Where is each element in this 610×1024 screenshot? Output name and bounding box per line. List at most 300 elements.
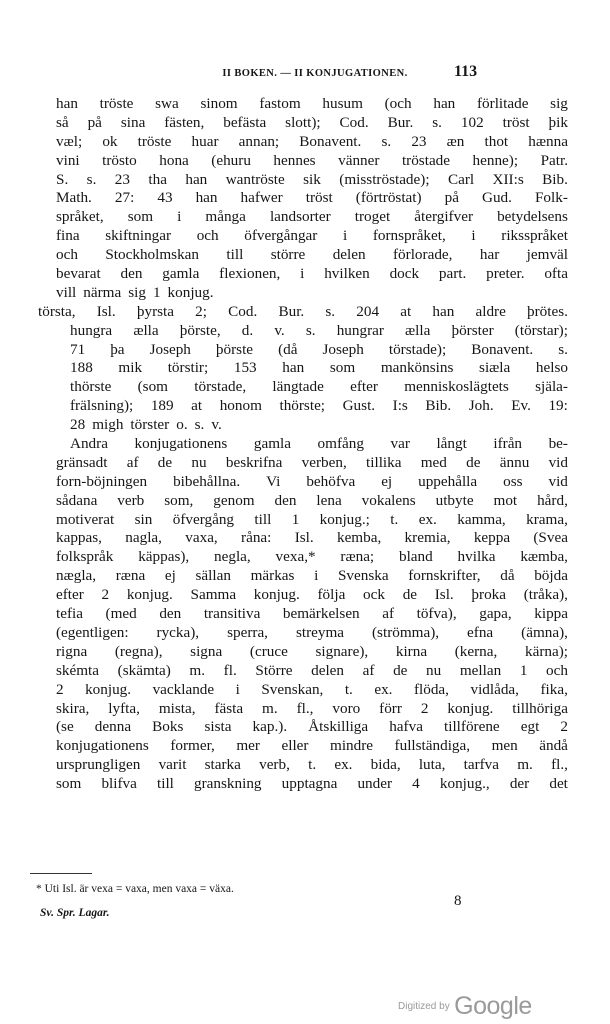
word: þörster	[451, 321, 494, 339]
word: kemba,	[336, 529, 382, 547]
page-number: 113	[454, 63, 478, 80]
word: i	[235, 680, 240, 698]
word: törstir;	[167, 359, 209, 377]
word: riksspråket	[501, 227, 568, 245]
word: skira,	[56, 699, 90, 717]
word: þrötes.	[527, 302, 568, 320]
text-line	[56, 718, 568, 737]
word: konjug.	[167, 283, 214, 301]
text-line	[56, 454, 568, 473]
word: (se	[56, 718, 74, 736]
word: skiftningar	[105, 227, 172, 245]
word: uppehålla	[418, 472, 478, 490]
watermark-brand: Google	[454, 992, 532, 1020]
word: mindre	[330, 737, 374, 755]
word: wantröste	[225, 170, 285, 188]
word: t.	[308, 756, 317, 774]
word: m.	[262, 699, 278, 717]
word: vänner	[338, 151, 380, 169]
word: ej	[164, 567, 176, 585]
word: Folk-	[534, 189, 568, 207]
word: folkspråk	[56, 548, 114, 566]
word: (egentligen:	[56, 623, 129, 641]
word: (cruce	[249, 642, 288, 660]
text-line	[56, 548, 568, 567]
text-line	[56, 492, 568, 511]
word: s.	[86, 170, 97, 188]
word: thörste;	[279, 397, 326, 415]
text-line	[56, 700, 568, 719]
word: Joseph	[149, 340, 191, 358]
word: skémta	[56, 661, 100, 679]
word: voro	[332, 699, 361, 717]
word: ræna	[115, 567, 146, 585]
word: efna	[467, 623, 494, 641]
word: migh	[92, 416, 124, 434]
word: tha	[148, 170, 167, 188]
word: till	[254, 510, 272, 528]
word: s.	[325, 302, 336, 320]
word: upptagna	[281, 775, 338, 793]
word: konjug.	[126, 586, 173, 604]
word: kæmba,	[520, 548, 568, 566]
word: af	[382, 605, 395, 623]
word: t.	[390, 510, 399, 528]
word: öfvergångar	[244, 227, 318, 245]
word: nu	[426, 661, 442, 679]
word: hafwer	[240, 189, 283, 207]
word: þörste,	[179, 321, 221, 339]
word: bemärkelsen	[282, 605, 360, 623]
text-line	[56, 756, 568, 775]
word: part.	[438, 265, 467, 283]
word: henne);	[472, 151, 519, 169]
word: Bib.	[425, 397, 452, 415]
word: på	[87, 113, 102, 131]
word: þik	[548, 113, 568, 131]
word: och	[196, 227, 219, 245]
text-line	[56, 152, 568, 171]
text-line	[56, 643, 568, 662]
word: af	[362, 661, 375, 679]
text-line	[56, 227, 568, 246]
word: rigna	[56, 642, 88, 660]
word: negla,	[214, 548, 251, 566]
word: nægla,	[56, 567, 97, 585]
word: oss	[503, 472, 523, 490]
word: dock	[389, 265, 420, 283]
word: bland	[398, 548, 433, 566]
word: Joh.	[468, 397, 494, 415]
word: 23	[114, 170, 130, 188]
word: slott);	[285, 113, 321, 131]
word: ifrån	[493, 435, 523, 453]
word: ælla	[133, 321, 159, 339]
word: under	[357, 775, 393, 793]
word: det	[549, 775, 568, 793]
word: konjug.	[447, 699, 494, 717]
word: ej	[381, 472, 393, 490]
text-line	[56, 378, 568, 397]
word: Joseph	[322, 340, 364, 358]
word: Cod.	[339, 113, 369, 131]
word: genom	[213, 491, 255, 509]
footnote-rule	[30, 873, 92, 874]
word: som,	[164, 491, 194, 509]
word: delen	[332, 246, 366, 264]
word: 2	[560, 718, 568, 736]
word: vini	[56, 151, 80, 169]
word: tillika	[366, 453, 402, 471]
word: hona	[159, 151, 189, 169]
word: swa	[155, 95, 179, 112]
word: har	[479, 246, 500, 264]
word: hungrar	[336, 321, 384, 339]
word: s.	[558, 340, 568, 358]
word: ännu	[499, 453, 530, 471]
word: vexa,*	[275, 548, 316, 566]
word: större	[270, 246, 306, 264]
word: tröste	[99, 95, 134, 112]
word: trösto	[102, 151, 137, 169]
word: 2	[101, 586, 110, 604]
word: jemväl	[526, 246, 568, 264]
word: at	[400, 302, 412, 320]
word: 1	[291, 510, 300, 528]
text-line	[56, 133, 568, 152]
word: motiverat	[56, 510, 115, 528]
word: han	[432, 302, 455, 320]
word: Carl	[447, 170, 475, 188]
word: keppa	[473, 529, 511, 547]
word: käppas),	[138, 548, 190, 566]
text-line	[56, 624, 568, 643]
word: befästa	[223, 113, 267, 131]
paragraph-start-line	[56, 435, 568, 454]
word: Stockholmskan	[105, 246, 199, 264]
word: och	[546, 661, 568, 679]
running-header	[140, 68, 490, 79]
word: (ehuru	[211, 151, 251, 169]
word: beskrifna	[225, 453, 283, 471]
word: 23	[411, 132, 427, 150]
word: gamla	[253, 435, 291, 453]
word: böjda	[534, 567, 568, 585]
word: sina	[120, 113, 146, 131]
text-line	[56, 473, 568, 492]
word: längtade	[272, 378, 324, 396]
word: t.	[344, 680, 353, 698]
word: Math.	[56, 189, 92, 207]
word: (törstar);	[514, 321, 568, 339]
word: menniskoslägtets	[404, 378, 509, 396]
word: konjug.	[85, 680, 132, 698]
word: Bonavent.	[471, 340, 534, 358]
word: m.	[189, 661, 206, 679]
word: fästen,	[164, 113, 205, 131]
word: konjug.;	[319, 510, 370, 528]
word: bida,	[370, 756, 401, 774]
word: efter	[350, 378, 378, 396]
word: konjug.	[253, 586, 300, 604]
word: kremia,	[404, 529, 451, 547]
word: sin	[134, 510, 153, 528]
word: ex.	[334, 756, 353, 774]
word: konjugationens	[56, 737, 149, 755]
word: mista,	[158, 699, 196, 717]
word: (ämna),	[521, 623, 568, 641]
word: rycka),	[156, 623, 200, 641]
word: fika,	[540, 680, 568, 698]
word: former,	[170, 737, 215, 755]
word: verb	[117, 491, 145, 509]
word: utbyte	[435, 491, 474, 509]
word: annan;	[238, 132, 280, 150]
word: (kerna,	[454, 642, 498, 660]
text-line	[56, 208, 568, 227]
word: ex.	[374, 680, 393, 698]
word: (Svea	[533, 529, 568, 547]
signature-mark-right: 8	[454, 893, 462, 909]
word: töfva),	[416, 605, 457, 623]
word: Vi	[266, 472, 281, 490]
word: kappas,	[56, 529, 102, 547]
word: Bonavent.	[299, 132, 362, 150]
word: thörste	[70, 378, 112, 396]
word: denna	[94, 718, 132, 736]
text-line	[56, 416, 568, 435]
word: I:s	[392, 397, 408, 415]
text-line	[56, 397, 568, 416]
word: Gust.	[342, 397, 376, 415]
word: betydelsens	[497, 208, 568, 226]
word: ursprungligen	[56, 756, 141, 774]
word: fl.,	[551, 756, 568, 774]
word: vid	[548, 472, 568, 490]
word: sista	[204, 718, 232, 736]
word: mer	[236, 737, 260, 755]
word: frälsning);	[70, 397, 134, 415]
text-line	[56, 775, 568, 794]
word: tefia	[56, 605, 83, 623]
word: Svenska	[337, 567, 389, 585]
word: blifva	[101, 775, 137, 793]
word: så	[56, 113, 69, 131]
word: signare),	[315, 642, 369, 660]
word: aldre	[475, 302, 506, 320]
word: 204	[356, 302, 380, 320]
word: flexionen,	[219, 265, 281, 283]
word: starka	[204, 756, 241, 774]
word: 1	[152, 283, 161, 301]
word: hennes	[273, 151, 316, 169]
word: honom	[219, 397, 262, 415]
word: i	[342, 227, 348, 245]
word: gränsadt	[56, 453, 108, 471]
word: ex.	[418, 510, 437, 528]
word: ock	[363, 586, 385, 604]
word: tröst	[502, 113, 530, 131]
text-line	[56, 567, 568, 586]
footnote: * Uti Isl. är vexa = vaxa, men vaxa = växa.	[36, 883, 234, 895]
word: luta,	[418, 756, 446, 774]
word: var	[390, 435, 410, 453]
word: till	[226, 246, 244, 264]
word: æn	[446, 132, 465, 150]
word: Andra	[70, 435, 108, 453]
word: ändå	[539, 737, 568, 755]
word: men	[491, 737, 518, 755]
word: följa	[317, 586, 346, 604]
word: kamma,	[457, 510, 506, 528]
word: han	[282, 359, 305, 377]
word: (tråka),	[523, 586, 568, 604]
word: på	[444, 189, 459, 207]
word: d.	[241, 321, 254, 339]
word: af	[126, 453, 139, 471]
word: fästa	[214, 699, 244, 717]
word: sig	[128, 283, 146, 301]
word: konjugationens	[134, 435, 228, 453]
word: konjug.,	[439, 775, 490, 793]
word: vacklande	[152, 680, 215, 698]
word: s.	[381, 132, 392, 150]
word: kippa	[534, 605, 568, 623]
word: Åtskilliga	[308, 718, 369, 736]
word: vid	[548, 453, 568, 471]
word: v.	[211, 416, 222, 434]
word: Gud.	[481, 189, 512, 207]
word: tillförene	[444, 718, 500, 736]
word: be-	[548, 435, 568, 453]
word: sinom	[200, 95, 238, 112]
text-line	[56, 284, 568, 303]
word: ofta	[544, 265, 568, 283]
word: husum	[322, 95, 363, 112]
word: fina	[56, 227, 80, 245]
text-line	[56, 265, 568, 284]
word: mik	[118, 359, 143, 377]
word: de	[402, 586, 418, 604]
word: den	[274, 491, 297, 509]
word: bibehållna.	[173, 472, 241, 490]
word: Cod.	[228, 302, 258, 320]
word: s.	[305, 321, 316, 339]
word: törsta,	[38, 302, 76, 320]
word: fornspråket,	[372, 227, 446, 245]
word: thot	[484, 132, 509, 150]
word: de	[157, 453, 173, 471]
word: den	[159, 605, 182, 623]
word: vaxa,	[185, 529, 218, 547]
text-line	[56, 171, 568, 190]
word: fornskrifter,	[408, 567, 481, 585]
text-line	[56, 359, 568, 378]
word: fullständiga,	[394, 737, 471, 755]
word: hvilka	[457, 548, 496, 566]
word: sig	[550, 95, 568, 112]
word: egt	[520, 718, 540, 736]
word: i	[300, 265, 305, 283]
word: 43	[157, 189, 173, 207]
word: 2	[56, 680, 64, 698]
word: Bur.	[387, 113, 414, 131]
word: o.	[176, 416, 188, 434]
word: till	[157, 775, 174, 793]
watermark-prefix: Digitized by	[398, 1001, 450, 1012]
word: återgifver	[414, 208, 473, 226]
word: (misströstade);	[339, 170, 430, 188]
word: (regna),	[114, 642, 163, 660]
word: (med	[105, 605, 137, 623]
word: Isl.	[96, 302, 116, 320]
word: der	[509, 775, 530, 793]
word: bevarat	[56, 265, 101, 283]
word: sådana	[56, 491, 98, 509]
word: XII:s	[492, 170, 524, 188]
word: själa-	[535, 378, 568, 396]
word: språket,	[56, 208, 104, 226]
word: (strömma),	[372, 623, 440, 641]
word: de	[466, 453, 481, 471]
text-line	[56, 586, 568, 605]
word: hård,	[537, 491, 568, 509]
word: kärna);	[524, 642, 568, 660]
word: 1	[519, 661, 528, 679]
word: tröste	[137, 132, 172, 150]
word: væl;	[56, 132, 83, 150]
text-line	[56, 114, 568, 133]
word: varit	[158, 756, 187, 774]
word: han	[195, 189, 218, 207]
word: troget	[354, 208, 391, 226]
word: hafva	[389, 718, 423, 736]
word: omfång	[317, 435, 364, 453]
word: fl.,	[296, 699, 314, 717]
word: Bur.	[278, 302, 305, 320]
word: vill	[56, 283, 77, 301]
word: v.	[274, 321, 285, 339]
word: gapa,	[479, 605, 512, 623]
word: öfvergång	[172, 510, 235, 528]
word: huar	[191, 132, 219, 150]
word: tröstade	[401, 151, 451, 169]
word: verben,	[301, 453, 347, 471]
text-line	[56, 605, 568, 624]
word: och	[56, 246, 78, 264]
word: hungra	[70, 321, 113, 339]
entry-line	[38, 303, 568, 322]
word: tarfva	[463, 756, 500, 774]
word: ræna;	[340, 548, 375, 566]
word: i	[314, 567, 319, 585]
word: Ev.	[511, 397, 531, 415]
word: vidlåda,	[470, 680, 519, 698]
text-line	[56, 246, 568, 265]
word: törstade);	[388, 340, 447, 358]
word: (som	[137, 378, 168, 396]
word: Boks	[152, 718, 184, 736]
word: krama,	[526, 510, 568, 528]
word: 2	[420, 699, 429, 717]
word: forn-böjningen	[56, 472, 148, 490]
text-line	[56, 341, 568, 360]
word: Patr.	[540, 151, 568, 169]
word: streyma	[295, 623, 345, 641]
text-line	[56, 529, 568, 548]
word: lyfta,	[108, 699, 140, 717]
word: sällan	[195, 567, 231, 585]
